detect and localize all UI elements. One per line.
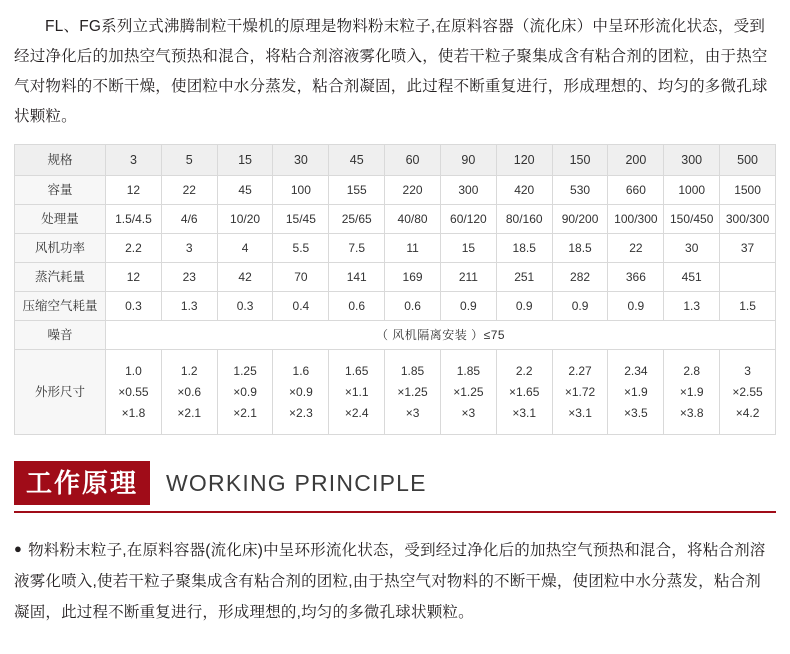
body-paragraph-text: 物料粉末粒子,在原料容器(流化床)中呈环形流化状态，受到经过净化后的加热空气预热和混合，将粘合剂溶液雾化喷入,使若干粒子聚集成含有粘合剂的团粒,由于热空气对物料的不断干燥，使团粒中水分蒸发，粘合剂凝固，此过程不断重复进行，形成理想的,均匀的多微孔球状颗粒。: [14, 542, 766, 621]
row-header-noise: 噪音: [15, 321, 106, 350]
dimension-length: 1.25: [233, 363, 257, 378]
dimension-height: ×3.5: [624, 405, 648, 420]
cell-dimension: [273, 350, 329, 435]
table-row-noise: [15, 321, 776, 350]
body-paragraph: [0, 513, 790, 628]
dimension-height: ×3: [461, 405, 476, 420]
dimension-length: 1.0: [125, 363, 142, 378]
dimension-length: 1.2: [180, 363, 198, 378]
cell-air: 0.3: [217, 292, 273, 321]
cell-fan-power: 4: [217, 234, 273, 263]
table-row-fan-power: [15, 234, 776, 263]
cell-noise: （ 风机隔离安装 ）≤75: [106, 321, 776, 350]
cell-model: 150: [552, 145, 608, 176]
dimension-length: 2.34: [624, 363, 648, 378]
cell-fan-power: 30: [664, 234, 720, 263]
row-header-dimensions: 外形尺寸: [15, 350, 106, 435]
cell-fan-power: 15: [440, 234, 496, 263]
cell-air: 0.9: [440, 292, 496, 321]
cell-steam: 141: [329, 263, 385, 292]
cell-capacity: 1000: [664, 176, 720, 205]
bullet-icon: ●: [14, 541, 23, 556]
dimension-length: 1.85: [456, 363, 481, 378]
cell-air: 0.9: [496, 292, 552, 321]
dimension-width: ×0.9: [289, 384, 313, 399]
cell-air: 0.6: [385, 292, 441, 321]
dimension-height: ×3.1: [568, 405, 592, 420]
cell-model: 300: [664, 145, 720, 176]
cell-model: 30: [273, 145, 329, 176]
cell-dimension: [329, 350, 385, 435]
cell-fan-power: 5.5: [273, 234, 329, 263]
dimension-width: ×2.55: [732, 384, 763, 399]
cell-dimension: [440, 350, 496, 435]
row-header-air: 压缩空气耗量: [15, 292, 106, 321]
cell-air: 1.3: [161, 292, 217, 321]
cell-steam: 23: [161, 263, 217, 292]
cell-capacity: 12: [106, 176, 162, 205]
dimension-height: ×2.3: [289, 405, 313, 420]
cell-model: 45: [329, 145, 385, 176]
spec-table-wrapper: [0, 132, 790, 435]
cell-capacity: 155: [329, 176, 385, 205]
dimension-height: ×3: [405, 405, 420, 420]
cell-fan-power: 11: [385, 234, 441, 263]
dimension-width: ×1.72: [564, 384, 596, 399]
table-row-air: [15, 292, 776, 321]
section-header: [0, 461, 790, 505]
cell-model: 3: [106, 145, 162, 176]
cell-model: 5: [161, 145, 217, 176]
cell-fan-power: 22: [608, 234, 664, 263]
cell-capacity: 220: [385, 176, 441, 205]
cell-model: 15: [217, 145, 273, 176]
cell-steam-empty: [720, 263, 776, 292]
cell-steam: 12: [106, 263, 162, 292]
dimension-length: 2.8: [683, 363, 701, 378]
cell-fan-power: 37: [720, 234, 776, 263]
cell-air: 0.9: [552, 292, 608, 321]
intro-paragraph: FL、FG系列立式沸腾制粒干燥机的原理是物料粉末粒子,在原料容器（流化床）中呈环形流化状态，受到经过净化后的加热空气预热和混合，将粘合剂溶液雾化喷入，使若干粒子聚集成含有粘合剂的团粒，由于热空气对物料的不断干燥，使团粒中水分蒸发，粘合剂凝固，此过程不断重复进行，形成理想的、均匀的多微孔球状颗粒。: [14, 18, 768, 125]
cell-capacity: 300: [440, 176, 496, 205]
cell-dimension: [664, 350, 720, 435]
cell-air: 0.3: [106, 292, 162, 321]
cell-throughput: 150/450: [664, 205, 720, 234]
dimension-height: ×2.1: [177, 405, 202, 420]
cell-throughput: 25/65: [329, 205, 385, 234]
dimension-height: ×1.8: [121, 405, 146, 420]
dimension-height: ×3.1: [512, 405, 537, 420]
cell-dimension: [161, 350, 217, 435]
cell-air: 0.6: [329, 292, 385, 321]
cell-throughput: 10/20: [217, 205, 273, 234]
dimension-length: 1.6: [292, 363, 310, 378]
row-header-fan-power: 风机功率: [15, 234, 106, 263]
cell-steam: 211: [440, 263, 496, 292]
table-row-steam: [15, 263, 776, 292]
cell-steam: 42: [217, 263, 273, 292]
cell-steam: 451: [664, 263, 720, 292]
dimension-length: 1.65: [345, 363, 369, 378]
cell-throughput: 40/80: [385, 205, 441, 234]
cell-throughput: 100/300: [608, 205, 664, 234]
cell-air: 0.9: [608, 292, 664, 321]
dimension-length: 2.2: [515, 363, 533, 378]
cell-air: 1.5: [720, 292, 776, 321]
cell-fan-power: 18.5: [552, 234, 608, 263]
cell-dimension: [608, 350, 664, 435]
table-row-throughput: [15, 205, 776, 234]
dimension-height: ×3.8: [679, 405, 704, 420]
section-title-cn: 工作原理: [14, 461, 150, 505]
row-header-steam: 蒸汽耗量: [15, 263, 106, 292]
dimension-width: ×1.1: [344, 384, 369, 399]
cell-steam: 282: [552, 263, 608, 292]
dimension-length: 2.27: [568, 363, 592, 378]
cell-steam: 70: [273, 263, 329, 292]
dimension-width: ×1.65: [509, 384, 540, 399]
dimension-width: ×0.9: [233, 384, 257, 399]
cell-model: 60: [385, 145, 441, 176]
cell-model: 90: [440, 145, 496, 176]
cell-dimension: [552, 350, 608, 435]
cell-dimension: [106, 350, 162, 435]
dimension-width: ×1.9: [679, 384, 704, 399]
cell-capacity: 420: [496, 176, 552, 205]
cell-air: 0.4: [273, 292, 329, 321]
cell-capacity: 45: [217, 176, 273, 205]
cell-capacity: 100: [273, 176, 329, 205]
cell-air: 1.3: [664, 292, 720, 321]
cell-dimension: [385, 350, 441, 435]
cell-steam: 169: [385, 263, 441, 292]
dimension-length: 1.85: [400, 363, 425, 378]
dimension-height: ×2.4: [344, 405, 369, 420]
dimension-width: ×1.25: [453, 384, 484, 399]
cell-throughput: 300/300: [720, 205, 776, 234]
cell-throughput: 90/200: [552, 205, 608, 234]
dimension-width: ×0.6: [177, 384, 202, 399]
cell-fan-power: 3: [161, 234, 217, 263]
cell-model: 120: [496, 145, 552, 176]
cell-throughput: 60/120: [440, 205, 496, 234]
cell-steam: 251: [496, 263, 552, 292]
cell-throughput: 80/160: [496, 205, 552, 234]
table-row-dimensions: [15, 350, 776, 435]
cell-steam: 366: [608, 263, 664, 292]
cell-fan-power: 2.2: [106, 234, 162, 263]
row-header-capacity: 容量: [15, 176, 106, 205]
cell-capacity: 1500: [720, 176, 776, 205]
dimension-height: ×4.2: [735, 405, 760, 420]
cell-model: 500: [720, 145, 776, 176]
dimension-width: ×1.25: [397, 384, 428, 399]
cell-capacity: 22: [161, 176, 217, 205]
cell-throughput: 1.5/4.5: [106, 205, 162, 234]
dimension-width: ×1.9: [624, 384, 648, 399]
row-header-throughput: 处理量: [15, 205, 106, 234]
dimension-width: ×0.55: [118, 384, 149, 399]
cell-dimension: [217, 350, 273, 435]
section-title-en: WORKING PRINCIPLE: [166, 469, 427, 496]
cell-capacity: 660: [608, 176, 664, 205]
cell-fan-power: 7.5: [329, 234, 385, 263]
cell-capacity: 530: [552, 176, 608, 205]
dimension-height: ×2.1: [233, 405, 257, 420]
cell-throughput: 15/45: [273, 205, 329, 234]
spec-table: [14, 144, 776, 435]
row-header-model: 规格: [15, 145, 106, 176]
table-row-models: [15, 145, 776, 176]
cell-dimension: [720, 350, 776, 435]
cell-dimension: [496, 350, 552, 435]
dimension-length: 3: [744, 363, 751, 378]
cell-throughput: 4/6: [161, 205, 217, 234]
cell-fan-power: 18.5: [496, 234, 552, 263]
table-row-capacity: [15, 176, 776, 205]
cell-model: 200: [608, 145, 664, 176]
